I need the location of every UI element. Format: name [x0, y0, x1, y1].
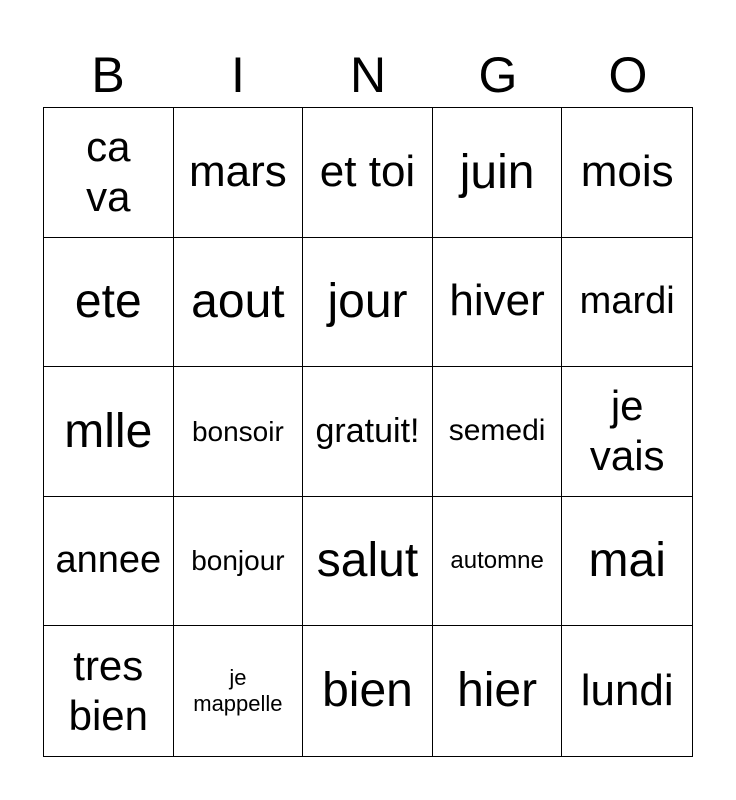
cell-word: ca va	[86, 122, 131, 221]
cell-word: hiver	[449, 276, 545, 326]
bingo-cell[interactable]	[303, 367, 433, 497]
bingo-cell[interactable]	[433, 367, 563, 497]
cell-word: mois	[580, 146, 674, 196]
bingo-cell[interactable]	[174, 367, 304, 497]
cell-word: gratuit!	[315, 412, 420, 451]
bingo-cell[interactable]	[303, 108, 433, 238]
header-letter-i: I	[231, 47, 245, 103]
bingo-cell[interactable]	[44, 626, 174, 756]
cell-word: mardi	[579, 280, 675, 323]
bingo-header	[43, 44, 693, 106]
bingo-cell[interactable]	[433, 238, 563, 368]
cell-word: juin	[459, 145, 535, 199]
cell-word: salut	[316, 534, 419, 588]
header-letter-b: B	[91, 47, 125, 103]
bingo-cell[interactable]	[562, 367, 692, 497]
bingo-cell[interactable]	[562, 108, 692, 238]
cell-word: lundi	[580, 665, 674, 715]
bingo-cell[interactable]	[174, 626, 304, 756]
bingo-cell[interactable]	[433, 626, 563, 756]
cell-word: je mappelle	[193, 664, 283, 717]
bingo-cell[interactable]	[44, 238, 174, 368]
bingo-cell[interactable]	[44, 367, 174, 497]
cell-word: semedi	[448, 414, 546, 448]
cell-word: ete	[74, 275, 142, 329]
cell-word: mars	[189, 146, 287, 196]
cell-word: mlle	[64, 404, 153, 458]
cell-word: hier	[457, 664, 538, 718]
cell-word: mai	[588, 534, 666, 588]
cell-word: aout	[191, 275, 285, 329]
cell-word: jour	[327, 275, 408, 329]
bingo-board	[43, 107, 693, 757]
cell-word: annee	[55, 539, 162, 582]
bingo-cell[interactable]	[303, 497, 433, 627]
bingo-cell[interactable]	[44, 108, 174, 238]
cell-word: bonsoir	[191, 415, 284, 447]
bingo-cell[interactable]	[174, 108, 304, 238]
bingo-cell[interactable]	[562, 626, 692, 756]
cell-word: automne	[450, 546, 544, 574]
cell-word: et toi	[319, 146, 416, 196]
bingo-cell[interactable]	[303, 238, 433, 368]
header-letter-n: N	[349, 47, 387, 103]
bingo-cell[interactable]	[433, 497, 563, 627]
bingo-cell[interactable]	[174, 238, 304, 368]
cell-word: bien	[322, 664, 413, 718]
bingo-cell[interactable]	[433, 108, 563, 238]
bingo-cell[interactable]	[174, 497, 304, 627]
header-letter-g: G	[478, 47, 518, 103]
cell-word: je vais	[589, 382, 665, 480]
bingo-cell[interactable]	[303, 626, 433, 756]
header-letter-o: O	[608, 47, 648, 103]
cell-word: bonjour	[191, 545, 285, 577]
cell-word: tres bien	[68, 641, 148, 740]
bingo-cell[interactable]	[44, 497, 174, 627]
bingo-cell[interactable]	[562, 497, 692, 627]
bingo-cell[interactable]	[562, 238, 692, 368]
